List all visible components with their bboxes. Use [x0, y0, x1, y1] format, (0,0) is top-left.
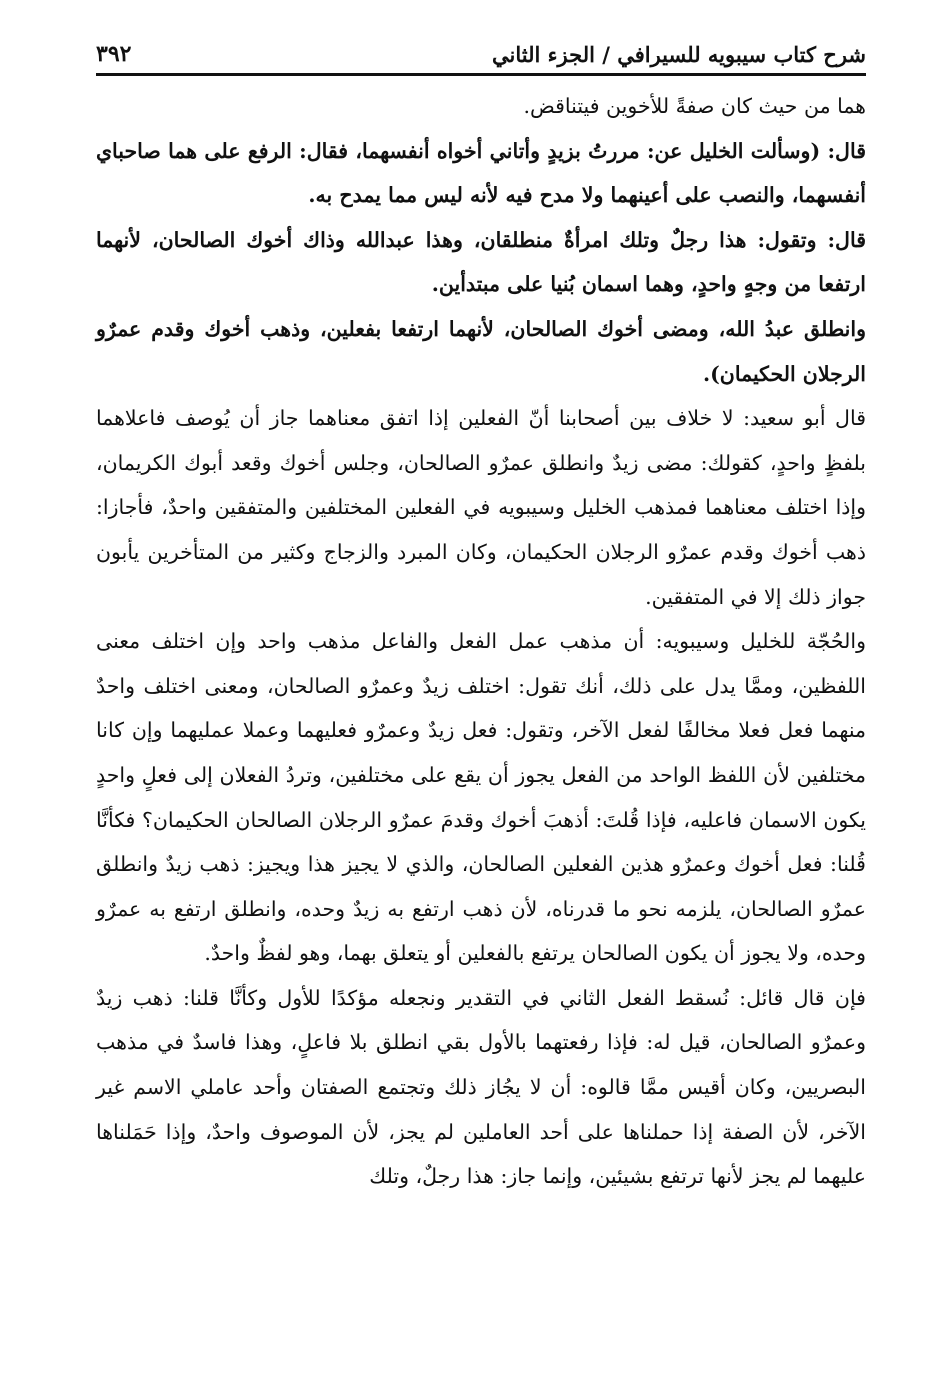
paragraph-2-quote: قال: (وسألت الخليل عن: مررتُ بزيدٍ وأتاني أخواه أنفسهما، فقال: الرفع على هما صاحباي أنفسهما، والنصب على أعينهما ولا مدح فيه لأنه ليس مما يمدح به.	[96, 138, 866, 208]
paragraph-3-quote: قال: وتقول: هذا رجلٌ وتلك امرأةٌ منطلقان، وهذا عبدالله وذاك أخوك الصالحان، لأنهما ارتفعا من وجهٍ واحدٍ، وهما اسمان بُنيا على مبتدأين.	[96, 227, 866, 297]
book-page	[96, 28, 866, 1199]
paragraph-7: فإن قال قائل: نُسقط الفعل الثاني في التقدير ونجعله مؤكدًا للأول وكأنَّا قلنا: ذهب زيدٌ وعمرٌو الصالحان، قيل له: فإذا رفعتهما بالأول بقي انطلق بلا فاعلٍ، وهذا فاسدٌ في مذهب البصريين، وكان أقيس ممَّا قالوه: أن لا يجُاز ذلك وتجتمع الصفتان وأحد عاملي الاسم غير الآخر، لأن الصفة إذا حملناها على أحد العاملين لم يجز، لأن الموصوف واحدٌ، وإذا حَمَلناها عليهما لم يجز لأنها ترتفع بشيئين، وإنما جاز: هذا رجلٌ، وتلك	[96, 985, 866, 1189]
paragraph-6: والحُجّة للخليل وسيبويه: أن مذهب عمل الفعل والفاعل مذهب واحد وإن اختلف معنى اللفظين، وممَّا يدل على ذلك، أنك تقول: اختلف زيدٌ وعمرٌو الصالحان، ومعنى اختلف واحدٌ منهما فعل فعلا مخالفًا لفعل الآخر، وتقول: فعل زيدٌ وعمرٌو فعليهما وعملا عمليهما وإن كانا مختلفين لأن اللفظ الواحد من الفعل يجوز أن يقع على مختلفين، وتردُ الفعلان إلى فعلٍ واحدٍ يكون الاسمان فاعليه، فإذا قُلتَ: أذهبَ أخوك وقدمَ عمرٌو الرجلان الصالحان الحكيمان؟ فكأنَّا قُلنا: فعل أخوك وعمرٌو هذين الفعلين الصالحان، والذي لا يجيز هذا ويجيز: ذهب زيدٌ وانطلق عمرٌو الصالحان، يلزمه نحو ما قدرناه، لأن ذهب ارتفع به زيدٌ وحده، وانطلق ارتفع به عمرٌو وحده، ولا يجوز أن يكون الصالحان يرتفع بالفعلين أو يتعلق بهما، وهو لفظٌ واحدٌ.	[96, 629, 866, 966]
page-number: ٣٩٢	[96, 41, 132, 67]
paragraph-4-quote: وانطلق عبدُ الله، ومضى أخوك الصالحان، لأنهما ارتفعا بفعلين، وذهب أخوك وقدم عمرٌو الرجلان الحكيمان).	[96, 316, 866, 386]
running-title: شرح كتاب سيبويه للسيرافي / الجزء الثاني	[492, 42, 866, 67]
page-header	[96, 28, 866, 76]
paragraph-1: هما من حيث كان صفةً للأخوين فيتناقض.	[523, 94, 866, 118]
paragraph-5: قال أبو سعيد: لا خلاف بين أصحابنا أنّ الفعلين إذا اتفق معناهما جاز أن يُوصف فاعلاهما بلفظٍ واحدٍ، كقولك: مضى زيدٌ وانطلق عمرٌو الصالحان، وجلس أخوك وقعد أبوك الكريمان، وإذا اختلف معناهما فمذهب الخليل وسيبويه في الفعلين المختلفين والمتفقين واحدٌ، فأجازا: ذهب أخوك وقدم عمرٌو الرجلان الحكيمان، وكان المبرد والزجاج وكثير من المتأخرين يأبون جواز ذلك إلا في المتفقين.	[96, 406, 866, 609]
body-text	[96, 84, 866, 1199]
